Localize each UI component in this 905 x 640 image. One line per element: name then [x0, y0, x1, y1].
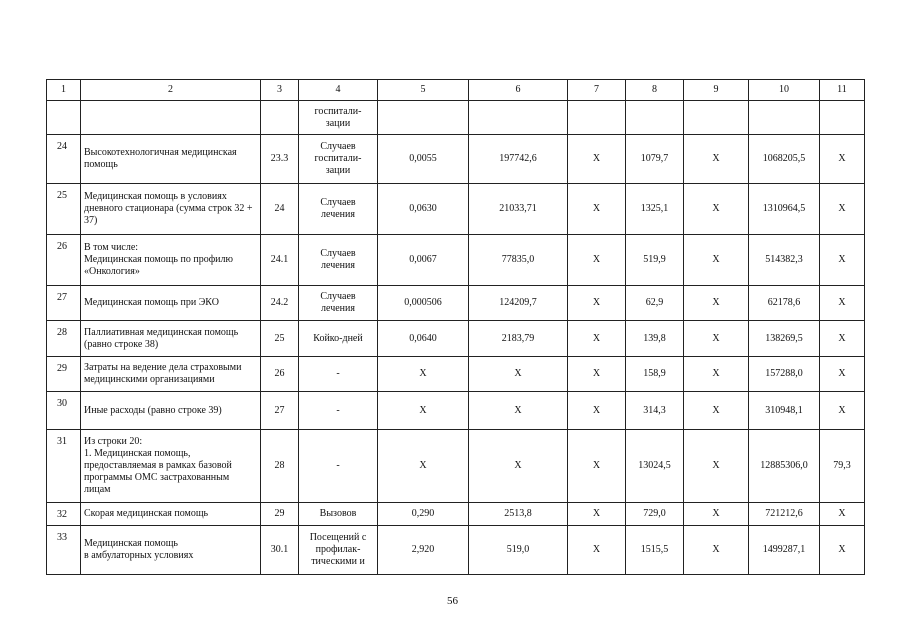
row-number-cell: 27 — [47, 286, 81, 321]
table-cell: 139,8 — [626, 321, 684, 357]
table-cell — [378, 101, 469, 135]
table-cell: 2,920 — [378, 526, 469, 575]
table-cell: Посещений с профилак- тическими и — [299, 526, 378, 575]
table-cell: X — [684, 430, 749, 503]
table-cell: госпитали- зации — [299, 101, 378, 135]
table-cell: X — [820, 503, 865, 526]
table-cell: Койко-дней — [299, 321, 378, 357]
header-cell: 3 — [261, 80, 299, 101]
table-cell: Случаев лечения — [299, 235, 378, 286]
table-cell: 729,0 — [626, 503, 684, 526]
table-cell: X — [684, 392, 749, 430]
row-number-cell: 25 — [47, 184, 81, 235]
row-name-cell: Затраты на ведение дела страховыми медицинскими организациями — [81, 357, 261, 392]
table-cell: 2513,8 — [469, 503, 568, 526]
row-name-cell: В том числе: Медицинская помощь по профилю «Онкология» — [81, 235, 261, 286]
header-cell: 2 — [81, 80, 261, 101]
table-cell: 314,3 — [626, 392, 684, 430]
table-row — [47, 392, 865, 430]
table-cell: X — [378, 430, 469, 503]
row-name-cell: Медицинская помощь в условиях дневного стационара (сумма строк 32 + 37) — [81, 184, 261, 235]
table-cell: X — [820, 135, 865, 184]
table-cell: 62,9 — [626, 286, 684, 321]
table-cell: X — [568, 321, 626, 357]
table-cell: 310948,1 — [749, 392, 820, 430]
table-cell: X — [469, 430, 568, 503]
header-cell: 5 — [378, 80, 469, 101]
row-name-cell: Высокотехнологичная медицинская помощь — [81, 135, 261, 184]
table-cell: X — [820, 286, 865, 321]
table-cell — [749, 101, 820, 135]
table-cell: 1515,5 — [626, 526, 684, 575]
table-cell: 1325,1 — [626, 184, 684, 235]
table-cell: 28 — [261, 430, 299, 503]
table-cell: X — [469, 357, 568, 392]
header-cell: 11 — [820, 80, 865, 101]
row-name-cell: Медицинская помощь при ЭКО — [81, 286, 261, 321]
table-cell — [568, 101, 626, 135]
table-cell: 138269,5 — [749, 321, 820, 357]
table-cell: 519,0 — [469, 526, 568, 575]
table-cell: 77835,0 — [469, 235, 568, 286]
table-cell: X — [820, 357, 865, 392]
table-row — [47, 235, 865, 286]
table-cell: 158,9 — [626, 357, 684, 392]
page-number: 56 — [447, 595, 458, 607]
row-name-cell: Скорая медицинская помощь — [81, 503, 261, 526]
row-number-cell: 32 — [47, 503, 81, 526]
table-cell: 30.1 — [261, 526, 299, 575]
table-cell: 79,3 — [820, 430, 865, 503]
table-row — [47, 135, 865, 184]
table-cell: X — [469, 392, 568, 430]
table-cell: 21033,71 — [469, 184, 568, 235]
table-cell: X — [684, 321, 749, 357]
table-cell — [820, 101, 865, 135]
table-cell: 514382,3 — [749, 235, 820, 286]
table-cell: 0,0067 — [378, 235, 469, 286]
table-cell: X — [568, 184, 626, 235]
table-cell: Вызовов — [299, 503, 378, 526]
table-cell — [684, 101, 749, 135]
table-cell: 26 — [261, 357, 299, 392]
table-cell: X — [684, 503, 749, 526]
table-row — [47, 286, 865, 321]
row-name-cell — [81, 101, 261, 135]
table-cell: X — [820, 392, 865, 430]
row-name-cell: Медицинская помощь в амбулаторных условиях — [81, 526, 261, 575]
table-cell: 1068205,5 — [749, 135, 820, 184]
table-cell — [469, 101, 568, 135]
table-cell: 24.2 — [261, 286, 299, 321]
table-cell: 0,000506 — [378, 286, 469, 321]
table-row — [47, 321, 865, 357]
table-cell: X — [568, 526, 626, 575]
row-name-cell: Из строки 20: 1. Медицинская помощь, предоставляемая в рамках базовой программы ОМС застрахованным лицам — [81, 430, 261, 503]
table-cell: 2183,79 — [469, 321, 568, 357]
table-cell: X — [820, 235, 865, 286]
table-cell: X — [378, 357, 469, 392]
table-cell: X — [568, 392, 626, 430]
row-number-cell: 29 — [47, 357, 81, 392]
table-cell: X — [684, 135, 749, 184]
table-cell: 0,0640 — [378, 321, 469, 357]
table-cell: 1310964,5 — [749, 184, 820, 235]
table-cell: X — [684, 357, 749, 392]
table-cell — [626, 101, 684, 135]
tariff-table — [46, 79, 865, 575]
header-row — [47, 80, 865, 101]
table-cell: X — [684, 235, 749, 286]
table-cell: 197742,6 — [469, 135, 568, 184]
row-number-cell: 26 — [47, 235, 81, 286]
header-cell: 10 — [749, 80, 820, 101]
table-cell: 157288,0 — [749, 357, 820, 392]
table-cell: X — [568, 235, 626, 286]
row-number-cell: 30 — [47, 392, 81, 430]
table-cell: 12885306,0 — [749, 430, 820, 503]
table-cell: X — [568, 135, 626, 184]
table-cell: - — [299, 357, 378, 392]
table-row — [47, 526, 865, 575]
row-number-cell: 31 — [47, 430, 81, 503]
header-cell: 1 — [47, 80, 81, 101]
table-cell: 27 — [261, 392, 299, 430]
table-cell: 62178,6 — [749, 286, 820, 321]
table-cell: 0,0630 — [378, 184, 469, 235]
table-cell: X — [568, 286, 626, 321]
header-cell: 9 — [684, 80, 749, 101]
table-row — [47, 184, 865, 235]
table-cell: Случаев лечения — [299, 184, 378, 235]
table-cell: 29 — [261, 503, 299, 526]
table-cell: 25 — [261, 321, 299, 357]
table-cell: 24.1 — [261, 235, 299, 286]
table-cell: - — [299, 392, 378, 430]
table-cell: 13024,5 — [626, 430, 684, 503]
header-cell: 6 — [469, 80, 568, 101]
table-cell: X — [568, 430, 626, 503]
table-cell: X — [820, 184, 865, 235]
table-cell: 0,290 — [378, 503, 469, 526]
table-cell: 1499287,1 — [749, 526, 820, 575]
table-cell: X — [684, 526, 749, 575]
table-cell: 23.3 — [261, 135, 299, 184]
row-number-cell: 24 — [47, 135, 81, 184]
row-number-cell — [47, 101, 81, 135]
table-row — [47, 101, 865, 135]
table-cell: 0,0055 — [378, 135, 469, 184]
row-name-cell: Иные расходы (равно строке 39) — [81, 392, 261, 430]
table-cell: - — [299, 430, 378, 503]
table-cell: Случаев лечения — [299, 286, 378, 321]
table-cell: X — [820, 321, 865, 357]
table-cell: 1079,7 — [626, 135, 684, 184]
row-number-cell: 33 — [47, 526, 81, 575]
table-cell: 124209,7 — [469, 286, 568, 321]
row-name-cell: Паллиативная медицинская помощь (равно строке 38) — [81, 321, 261, 357]
table-cell: X — [568, 503, 626, 526]
table-cell: X — [820, 526, 865, 575]
table-cell: Случаев госпитали- зации — [299, 135, 378, 184]
row-number-cell: 28 — [47, 321, 81, 357]
table-cell: X — [684, 184, 749, 235]
table-cell: 24 — [261, 184, 299, 235]
header-cell: 4 — [299, 80, 378, 101]
table-cell: 519,9 — [626, 235, 684, 286]
table-cell: X — [378, 392, 469, 430]
header-cell: 7 — [568, 80, 626, 101]
table-row — [47, 357, 865, 392]
table-cell: 721212,6 — [749, 503, 820, 526]
header-cell: 8 — [626, 80, 684, 101]
table-row — [47, 430, 865, 503]
table-row — [47, 503, 865, 526]
table-cell: X — [684, 286, 749, 321]
table-cell — [261, 101, 299, 135]
table-cell: X — [568, 357, 626, 392]
